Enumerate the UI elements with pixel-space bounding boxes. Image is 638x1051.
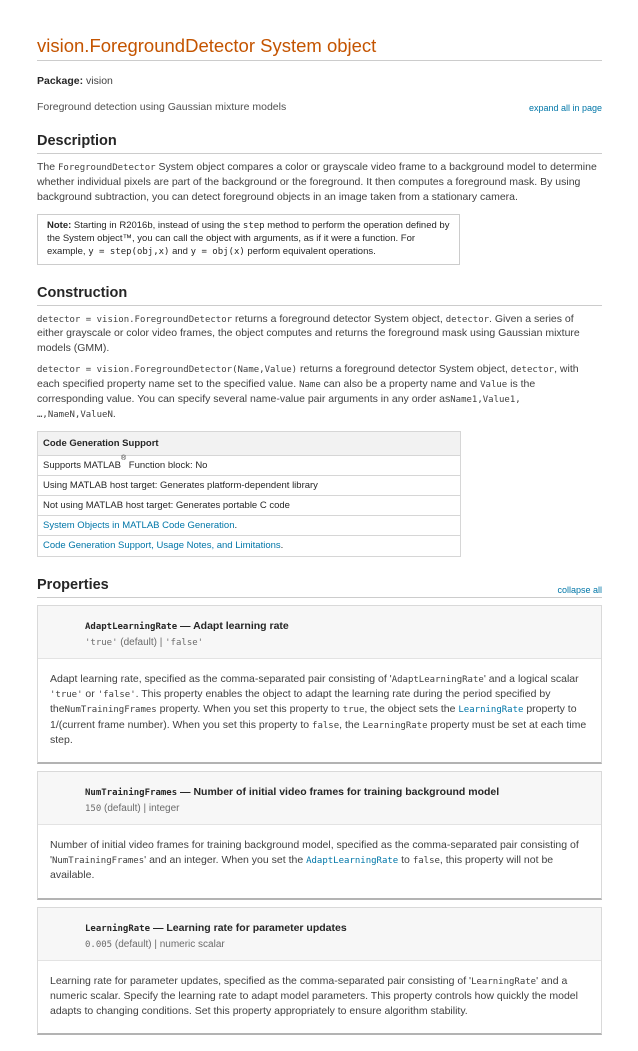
property-title: — Adapt learning rate: [177, 619, 289, 632]
body-text: to: [398, 854, 413, 867]
syntax-code: Name1,Value1,: [450, 395, 521, 406]
syntax-code: Name: [299, 380, 321, 391]
package-value: vision: [86, 75, 113, 87]
body-text: Adapt learning rate, specified as the comma-separated pair consisting of ': [50, 672, 392, 685]
registered-mark: ®: [120, 454, 127, 462]
note-box: [37, 214, 460, 265]
expand-all-link[interactable]: expand all in page: [528, 102, 602, 113]
construction-text: returns a foreground detector System object,: [297, 363, 511, 376]
property-title: — Learning rate for parameter updates: [150, 921, 347, 934]
body-text: Number of initial video frames for training background model, specified as the comma-separated pair consisting of ': [50, 838, 579, 867]
purpose-text: Foreground detection using Gaussian mixture models: [37, 100, 287, 113]
syntax-code: detector: [445, 314, 490, 325]
property-default: [85, 636, 601, 650]
default-code: 'true': [85, 637, 118, 648]
property-card: [37, 907, 602, 1036]
property-body: [38, 659, 601, 762]
body-code: NumTrainingFrames: [64, 705, 157, 716]
construction-paragraph-1: [37, 312, 602, 357]
body-code: 'true': [50, 690, 83, 701]
property-name: [85, 785, 601, 800]
property-header[interactable]: [38, 606, 601, 659]
codegen-text: .: [280, 539, 284, 551]
codegen-table: [37, 431, 461, 557]
body-code: NumTrainingFrames: [52, 856, 145, 867]
description-heading: Description: [37, 132, 602, 154]
syntax-code: detector: [510, 365, 555, 376]
syntax-code: Value: [480, 380, 508, 391]
syntax-code: …,NameN,ValueN: [37, 409, 113, 420]
construction-text: .: [112, 407, 116, 420]
property-code: LearningRate: [85, 923, 151, 934]
note-label: Note:: [47, 219, 72, 231]
doc-page: [37, 34, 602, 1035]
body-code: 'false': [97, 690, 136, 701]
learning-rate-link[interactable]: LearningRate: [458, 705, 524, 716]
property-title: — Number of initial video frames for training background model: [177, 785, 500, 798]
codegen-text: Function block: No: [126, 459, 208, 471]
system-objects-codegen-link[interactable]: System Objects in MATLAB Code Generation: [43, 519, 235, 531]
default-text: (default) |: [117, 636, 166, 648]
note-text: and: [169, 246, 191, 258]
body-code: LearningRate: [471, 976, 537, 987]
construction-text: can also be a property name and: [320, 378, 481, 391]
note-code: y = obj(x): [190, 247, 245, 258]
body-text: ' and an integer. When you set the: [144, 854, 307, 867]
collapse-all-link[interactable]: collapse all: [557, 584, 602, 595]
codegen-text: .: [234, 519, 238, 531]
construction-text: . Given a series of either grayscale or color video frames, the object computes and returns the foreground mask using Gaussian mixture models (GMM).: [37, 312, 580, 355]
property-default: [85, 802, 601, 816]
note-text: perform equivalent operations.: [244, 246, 376, 258]
construction-heading: Construction: [37, 284, 602, 306]
construction-text: is the corresponding value. You can specify several name-value pair arguments in any order as: [37, 378, 536, 406]
property-name: [85, 921, 601, 936]
property-header[interactable]: [38, 772, 601, 825]
body-text: Learning rate for parameter updates, specified as the comma-separated pair consisting of ': [50, 974, 472, 987]
page-title: vision.ForegroundDetector System object: [37, 34, 602, 61]
codegen-row: Using MATLAB host target: Generates platform-dependent library: [38, 476, 460, 496]
construction-paragraph-2: [37, 362, 602, 422]
codegen-row: [38, 536, 460, 556]
default-code: 150: [85, 803, 102, 814]
body-text: property must be set at each time step.: [50, 718, 587, 746]
package-label: Package:: [37, 75, 84, 87]
property-code: AdaptLearningRate: [85, 621, 178, 632]
description-code: ForegroundDetector: [58, 162, 156, 173]
description-text: System object compares a color or grayscale video frame to a background model to determine whether individual pixels are part of the background or the foreground. It then computes a foreground mask. By using background subtraction, you can detect foreground objects in an image taken from a stationary camera.: [37, 160, 597, 203]
syntax-code: detector = vision.ForegroundDetector(Name,Value): [37, 365, 298, 376]
property-card: [37, 605, 602, 764]
adapt-learning-rate-link[interactable]: AdaptLearningRate: [306, 856, 399, 867]
note-code: step: [242, 220, 265, 231]
default-code: 'false': [165, 637, 204, 648]
body-text: ' and a logical scalar: [483, 672, 579, 685]
property-body: [38, 825, 601, 898]
body-text: property to 1/(current frame number). When you set this property to: [50, 703, 577, 731]
codegen-row: [38, 516, 460, 536]
codegen-row: [38, 456, 460, 476]
syntax-code: detector = vision.ForegroundDetector: [37, 314, 233, 325]
codegen-row: Not using MATLAB host target: Generates portable C code: [38, 496, 460, 516]
properties-heading: [37, 576, 602, 598]
default-code: 0.005: [85, 939, 113, 950]
properties-heading-text: Properties: [37, 576, 109, 593]
body-text: ' and a numeric scalar. Specify the learning rate to adapt model parameters. This property controls how quickly the model adapts to changing conditions. Set this property appropriately to ensure algorithm stability.: [50, 974, 578, 1018]
codegen-text: Supports MATLAB: [43, 459, 121, 471]
body-code: false: [312, 720, 340, 731]
body-text: . This property enables the object to adapt the learning rate during the period specified by the: [50, 688, 551, 716]
package-line: [37, 74, 602, 89]
description-text: The: [37, 160, 59, 173]
body-code: false: [412, 856, 440, 867]
body-code: AdaptLearningRate: [391, 674, 484, 685]
property-body: [38, 961, 601, 1034]
description-paragraph: [37, 160, 602, 205]
property-name: [85, 619, 601, 634]
body-text: , the object sets the: [364, 703, 459, 716]
body-text: , this property will not be available.: [50, 854, 554, 882]
body-text: , the: [339, 718, 363, 731]
note-text: method to perform the operation defined by the System object™, you can call the object with arguments, as if it were a function. For example,: [47, 219, 450, 258]
default-text: (default) | integer: [101, 802, 180, 814]
construction-text: returns a foreground detector System object,: [232, 312, 446, 325]
body-code: LearningRate: [362, 720, 428, 731]
note-code: y = step(obj,x): [88, 247, 170, 258]
purpose-line: [37, 100, 602, 116]
codegen-support-link[interactable]: Code Generation Support, Usage Notes, and Limitations: [43, 539, 281, 551]
body-text: property. When you set this property to: [156, 703, 343, 716]
note-text: Starting in R2016b, instead of using the: [71, 219, 243, 231]
default-text: (default) | numeric scalar: [112, 938, 225, 950]
property-default: [85, 938, 601, 952]
property-card: [37, 771, 602, 900]
property-code: NumTrainingFrames: [85, 787, 178, 798]
construction-text: , with each specified property name set to the specified value.: [37, 363, 579, 391]
codegen-header: Code Generation Support: [38, 432, 460, 456]
body-text: or: [82, 688, 98, 701]
body-code: true: [342, 705, 365, 716]
property-header[interactable]: [38, 908, 601, 961]
